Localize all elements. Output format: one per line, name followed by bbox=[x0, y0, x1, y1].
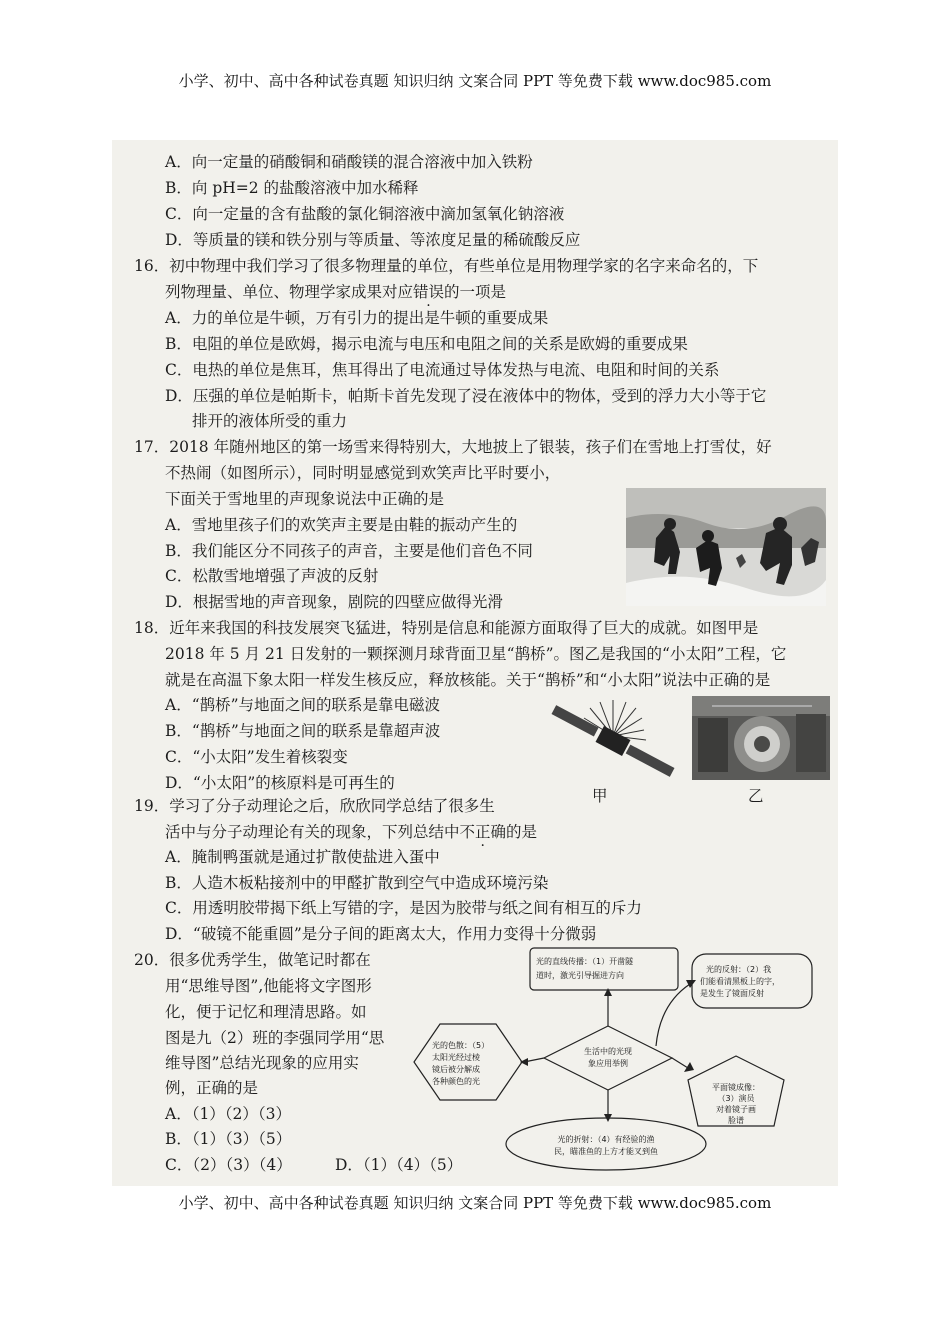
q18-stem-line1: 18．近年来我国的科技发展突飞猛进，特别是信息和能源方面取得了巨大的成就。如图甲是 bbox=[134, 619, 759, 637]
q18-option-a: A．“鹊桥”与地面之间的联系是靠电磁波 bbox=[165, 696, 441, 714]
q17-option-d: D．根据雪地的声音现象，剧院的四壁应做得光滑 bbox=[165, 593, 503, 611]
mindmap-n2-line1: 光的反射：（2）我 bbox=[706, 965, 772, 974]
page-footer: 小学、初中、高中各种试卷真题 知识归纳 文案合同 PPT 等免费下载 www.doc985.com bbox=[178, 1194, 772, 1212]
q16-stem-line2: 列物理量、单位、物理学家成果对应错误的一项是 bbox=[165, 283, 507, 301]
q20-option-c: C．（2）（3）（4） bbox=[165, 1156, 292, 1174]
q20-stem-line4: 图是九（2）班的李强同学用“思 bbox=[165, 1029, 385, 1047]
mindmap-node-4 bbox=[506, 1118, 706, 1170]
mindmap-n3-line4: 脸谱 bbox=[728, 1116, 744, 1125]
q18-option-b: B．“鹊桥”与地面之间的联系是靠超声波 bbox=[165, 722, 441, 740]
q15-option-b: B．向 pH=2 的盐酸溶液中加水稀释 bbox=[165, 179, 419, 197]
q18-option-c: C．“小太阳”发生着核裂变 bbox=[165, 748, 348, 766]
mindmap-n3-line1: 平面镜成像： bbox=[712, 1083, 760, 1092]
q17-stem-line2: 不热闹（如图所示），同时明显感觉到欢笑声比平时要小， bbox=[165, 464, 561, 482]
mindmap-n5-line1: 光的色散：（5） bbox=[432, 1041, 490, 1050]
mindmap-node-1 bbox=[530, 948, 678, 990]
q20-stem-line1: 20．很多优秀学生，做笔记时都在 bbox=[134, 951, 371, 969]
reactor-photo bbox=[692, 696, 830, 780]
q17-option-b: B．我们能区分不同孩子的声音，主要是他们音色不同 bbox=[165, 542, 533, 560]
satellite-figure bbox=[538, 696, 688, 780]
q19-option-c: C．用透明胶带揭下纸上写错的字，是因为胶带与纸之间有相互的斥力 bbox=[165, 899, 642, 917]
q16-option-d: D．压强的单位是帕斯卡，帕斯卡首先发现了浸在液体中的物体，受到的浮力大小等于它 bbox=[165, 387, 767, 405]
mindmap-n1-line1: 光的直线传播：（1）开凿隧 bbox=[536, 957, 634, 966]
q15-option-a: A．向一定量的硝酸铜和硝酸镁的混合溶液中加入铁粉 bbox=[165, 153, 533, 171]
q19-stem-line1: 19．学习了分子动理论之后，欣欣同学总结了很多生 bbox=[134, 797, 495, 815]
mind-map-diagram bbox=[410, 944, 830, 1174]
q16-option-b: B．电阻的单位是欧姆，揭示电流与电压和电阻之间的关系是欧姆的重要成果 bbox=[165, 335, 688, 353]
q20-stem-line5: 维导图”总结光现象的应用实 bbox=[165, 1054, 359, 1072]
q17-option-a: A．雪地里孩子们的欢笑声主要是由鞋的振动产生的 bbox=[165, 516, 518, 534]
q18-stem-line3: 就是在高温下象太阳一样发生核反应，释放核能。关于“鹊桥”和“小太阳”说法中正确的是 bbox=[165, 671, 771, 689]
emphasis-dots: 错误 bbox=[413, 283, 445, 301]
q18-stem-line2: 2018 年 5 月 21 日发射的一颗探测月球背面卫星“鹊桥”。图乙是我国的“小太阳”工程，它 bbox=[165, 645, 787, 663]
mindmap-n3-line2: （3）演员 bbox=[717, 1094, 755, 1103]
q17-stem-line1: 17．2018 年随州地区的第一场雪来得特别大，大地披上了银装，孩子们在雪地上打雪仗，好 bbox=[134, 438, 772, 456]
mindmap-n4-line1: 光的折射：（4）有经验的渔 bbox=[557, 1135, 655, 1144]
mindmap-n1-line2: 道时，激光引导掘进方向 bbox=[536, 971, 624, 980]
snow-photo bbox=[626, 488, 826, 606]
q20-option-a: A．（1）（2）（3） bbox=[165, 1105, 292, 1123]
mindmap-node-5 bbox=[414, 1024, 522, 1100]
q16-option-c: C．电热的单位是焦耳，焦耳得出了电流通过导体发热与电流、电阻和时间的关系 bbox=[165, 361, 720, 379]
q15-option-c: C．向一定量的含有盐酸的氯化铜溶液中滴加氢氧化钠溶液 bbox=[165, 205, 565, 223]
q16-option-a: A．力的单位是牛顿，万有引力的提出是牛顿的重要成果 bbox=[165, 309, 549, 327]
mindmap-n5-line2: 太阳光经过棱 bbox=[432, 1053, 480, 1062]
mindmap-n2-line2: 们能看清黑板上的字， bbox=[700, 977, 780, 986]
q20-stem-line6: 例，正确的是 bbox=[165, 1079, 259, 1097]
q16-option-d-cont: 排开的液体所受的重力 bbox=[192, 412, 348, 430]
q19-stem-line2: 活中与分子动理论有关的现象，下列总结中不正确的是 bbox=[165, 823, 538, 841]
q19-option-d: D．“破镜不能重圆”是分子间的距离太大，作用力变得十分微弱 bbox=[165, 925, 597, 943]
mindmap-n2-line3: 是发生了镜面反射 bbox=[700, 989, 764, 998]
mindmap-center-node bbox=[544, 1026, 672, 1090]
page-header: 小学、初中、高中各种试卷真题 知识归纳 文案合同 PPT 等免费下载 www.doc985.com bbox=[178, 72, 772, 90]
figure-label-yi: 乙 bbox=[748, 787, 764, 805]
mindmap-n5-line4: 各种颜色的光 bbox=[432, 1077, 480, 1086]
mindmap-n3-line3: 对着镜子画 bbox=[716, 1105, 756, 1114]
mindmap-n5-line3: 镜后被分解成 bbox=[432, 1065, 480, 1074]
q17-option-c: C．松散雪地增强了声波的反射 bbox=[165, 567, 379, 585]
q20-option-b: B．（1）（3）（5） bbox=[165, 1130, 292, 1148]
q20-stem-line3: 化，便于记忆和理清思路。如 bbox=[165, 1003, 367, 1021]
q18-option-d: D．“小太阳”的核原料是可再生的 bbox=[165, 774, 395, 792]
q20-option-d: D．（1）（4）（5） bbox=[335, 1156, 463, 1174]
q20-stem-line2: 用“思维导图”,他能将文字图形 bbox=[165, 977, 372, 995]
q17-stem-line3: 下面关于雪地里的声现象说法中正确的是 bbox=[165, 490, 445, 508]
mindmap-center-line2: 象应用举例 bbox=[588, 1059, 628, 1068]
q15-option-d: D．等质量的镁和铁分别与等质量、等浓度足量的稀硫酸反应 bbox=[165, 231, 581, 249]
emphasis-dots: 不正确 bbox=[459, 823, 507, 841]
mindmap-n4-line2: 民，瞄准鱼的上方才能叉到鱼 bbox=[554, 1147, 658, 1156]
q19-option-a: A．腌制鸭蛋就是通过扩散使盐进入蛋中 bbox=[165, 848, 440, 866]
mindmap-center-line1: 生活中的光现 bbox=[584, 1047, 632, 1056]
figure-label-jia: 甲 bbox=[592, 787, 608, 805]
q19-option-b: B．人造木板粘接剂中的甲醛扩散到空气中造成环境污染 bbox=[165, 874, 549, 892]
q16-stem-line1: 16．初中物理中我们学习了很多物理量的单位，有些单位是用物理学家的名字来命名的，下 bbox=[134, 257, 759, 275]
